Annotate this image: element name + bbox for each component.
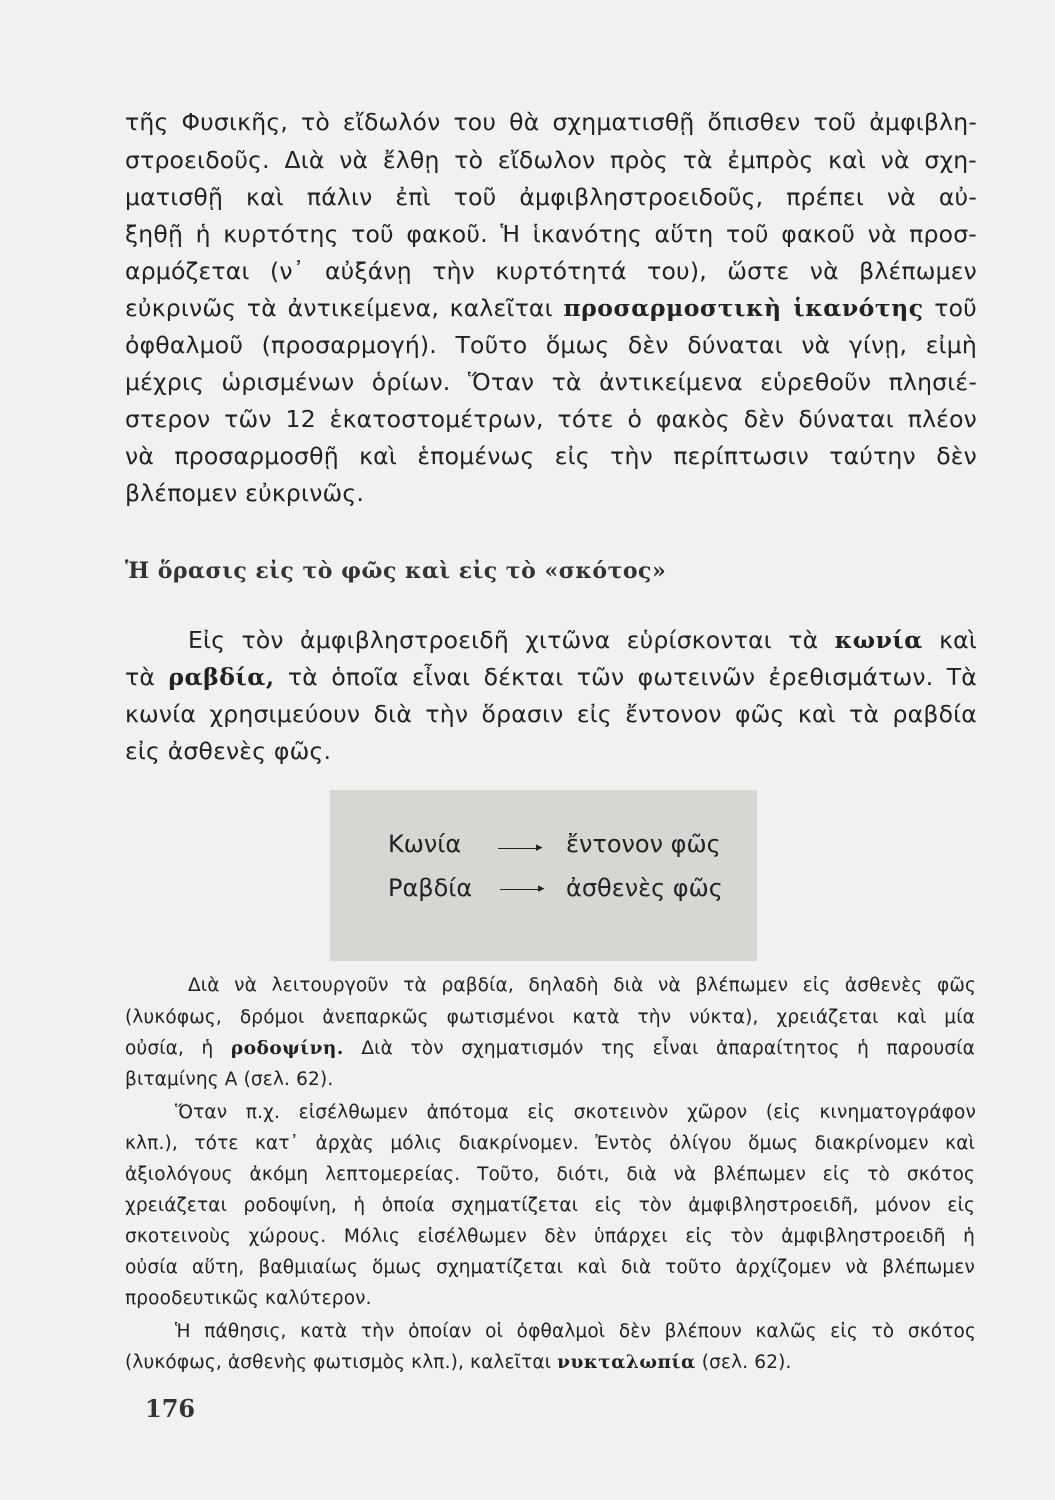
- text: εὐκρινῶς τὰ ἀντικείμενα, καλεῖται: [125, 294, 564, 322]
- note-line: προοδευτικῶς καλύτερον.: [125, 1288, 372, 1309]
- text: Εἰς τὸν ἀμφιβληστροειδῆ χιτῶνα εὑρίσκονται τὰ: [188, 626, 835, 654]
- paragraph-line: [188, 626, 977, 654]
- note-line: Διὰ νὰ λειτουργοῦν τὰ ραβδία, δηλαδὴ διὰ νὰ βλέπωμεν εἰς ἀσθενὲς φῶς: [188, 975, 976, 996]
- note-line: χρειάζεται ροδοψίνη, ἡ ὁποία σχηματίζεται εἰς τὸν ἀμφιβληστροειδῆ, μόνον εἰς: [125, 1195, 975, 1216]
- text: (λυκόφως, ἀσθενὴς φωτισμὸς κλπ.), καλεῖται: [125, 1352, 558, 1373]
- paragraph-line: βλέπομεν εὐκρινῶς.: [125, 479, 365, 507]
- bold-term: ραβδία,: [168, 663, 275, 691]
- paragraph-line: τῆς Φυσικῆς, τὸ εἴδωλόν του θὰ σχηματισθῇ ὄπισθεν τοῦ ἀμφιβλη-: [125, 108, 977, 136]
- paragraph-line: εἰς ἀσθενὲς φῶς.: [125, 737, 332, 765]
- paragraph-line: ξηθῇ ἡ κυρτότης τοῦ φακοῦ. Ἡ ἱκανότης αὕτη τοῦ φακοῦ νὰ προσ-: [125, 220, 977, 248]
- section-heading: Ἡ ὅρασις εἰς τὸ φῶς καὶ εἰς τὸ «σκότος»: [125, 558, 667, 584]
- arrow-right-icon: ▸: [536, 840, 543, 855]
- paragraph-line: αρμόζεται (ν᾽ αὐξάνῃ τὴν κυρτότητά του), ὥστε νὰ βλέπωμεν: [125, 257, 977, 285]
- bold-term: ροδοψίνη.: [230, 1038, 344, 1059]
- note-line: Ὅταν π.χ. εἰσέλθωμεν ἀπότομα εἰς σκοτεινὸν χῶρον (εἰς κινηματογράφον: [175, 1102, 976, 1123]
- note-line: [125, 1038, 975, 1059]
- diagram-label-rods: Ραβδία: [388, 874, 473, 902]
- arrow-line: [498, 848, 538, 849]
- paragraph-line: νὰ προσαρμοσθῇ καὶ ἑπομένως εἰς τὴν περίπτωσιν ταύτην δὲν: [125, 442, 977, 470]
- diagram-label-cones: Κωνία: [388, 830, 462, 858]
- note-line: Ἡ πάθησις, κατὰ τὴν ὁποίαν οἱ ὀφθαλμοὶ δὲν βλέπουν καλῶς εἰς τὸ σκότος: [175, 1321, 976, 1342]
- bold-term: κωνία: [834, 626, 923, 654]
- note-line: [125, 1352, 792, 1373]
- bold-term: προσαρμοστικὴ ἱκανότης: [563, 294, 924, 322]
- text: τοῦ: [923, 294, 977, 322]
- paragraph-line: [125, 294, 977, 322]
- arrow-right-icon: ▸: [538, 881, 545, 896]
- paragraph-line: στροειδοῦς. Διὰ νὰ ἔλθῃ τὸ εἴδωλον πρὸς τὰ ἐμπρὸς καὶ νὰ σχη-: [125, 146, 977, 174]
- paragraph-line: κωνία χρησιμεύουν διὰ τὴν ὅρασιν εἰς ἔντονον φῶς καὶ τὰ ραβδία: [125, 700, 977, 728]
- note-line: κλπ.), τότε κατ᾽ ἀρχὰς μόλις διακρίνομεν. Ἐντὸς ὀλίγου ὅμως διακρίνομεν καὶ: [125, 1133, 975, 1154]
- diagram-result-dim: ἀσθενὲς φῶς: [566, 874, 723, 902]
- text: οὐσία, ἡ: [125, 1038, 231, 1059]
- page-number: 176: [145, 1394, 196, 1423]
- bold-term: νυκταλωπία: [557, 1352, 696, 1373]
- diagram-result-bright: ἔντονον φῶς: [566, 830, 721, 858]
- paragraph-line: [125, 663, 977, 691]
- text: Διὰ τὸν σχηματισμόν της εἶναι ἀπαραίτητος ἡ παρουσία: [343, 1038, 975, 1059]
- paragraph-line: ὀφθαλμοῦ (προσαρμογή). Τοῦτο ὅμως δὲν δύναται νὰ γίνῃ, εἰμὴ: [125, 331, 977, 359]
- arrow-line: [500, 889, 540, 890]
- text: (σελ. 62).: [695, 1352, 792, 1373]
- text: τὰ: [125, 663, 169, 691]
- note-line: ἀξιολόγους ἀκόμη λεπτομερείας. Τοῦτο, διότι, διὰ νὰ βλέπωμεν εἰς τὸ σκότος: [125, 1164, 975, 1185]
- text: καὶ: [922, 626, 978, 654]
- note-line: βιταμίνης Α (σελ. 62).: [125, 1069, 334, 1090]
- paragraph-line: στερον τῶν 12 ἑκατοστομέτρων, τότε ὁ φακὸς δὲν δύναται πλέον: [125, 405, 977, 433]
- note-line: (λυκόφως, δρόμοι ἀνεπαρκῶς φωτισμένοι κατὰ τὴν νύκτα), χρειάζεται καὶ μία: [125, 1007, 975, 1028]
- note-line: σκοτεινοὺς χώρους. Μόλις εἰσέλθωμεν δὲν ὑπάρχει εἰς τὸν ἀμφιβληστροειδῆ ἡ: [125, 1226, 975, 1247]
- paragraph-line: μέχρις ὡρισμένων ὁρίων. Ὅταν τὰ ἀντικείμενα εὑρεθοῦν πλησιέ-: [125, 368, 977, 396]
- note-line: οὐσία αὕτη, βαθμιαίως ὅμως σχηματίζεται καὶ διὰ τοῦτο ἀρχίζομεν νὰ βλέπωμεν: [125, 1257, 975, 1278]
- text: τὰ ὁποῖα εἶναι δέκται τῶν φωτεινῶν ἐρεθισμάτων. Τὰ: [274, 663, 977, 691]
- paragraph-line: ματισθῇ καὶ πάλιν ἐπὶ τοῦ ἀμφιβληστροειδοῦς, πρέπει νὰ αὐ-: [125, 183, 977, 211]
